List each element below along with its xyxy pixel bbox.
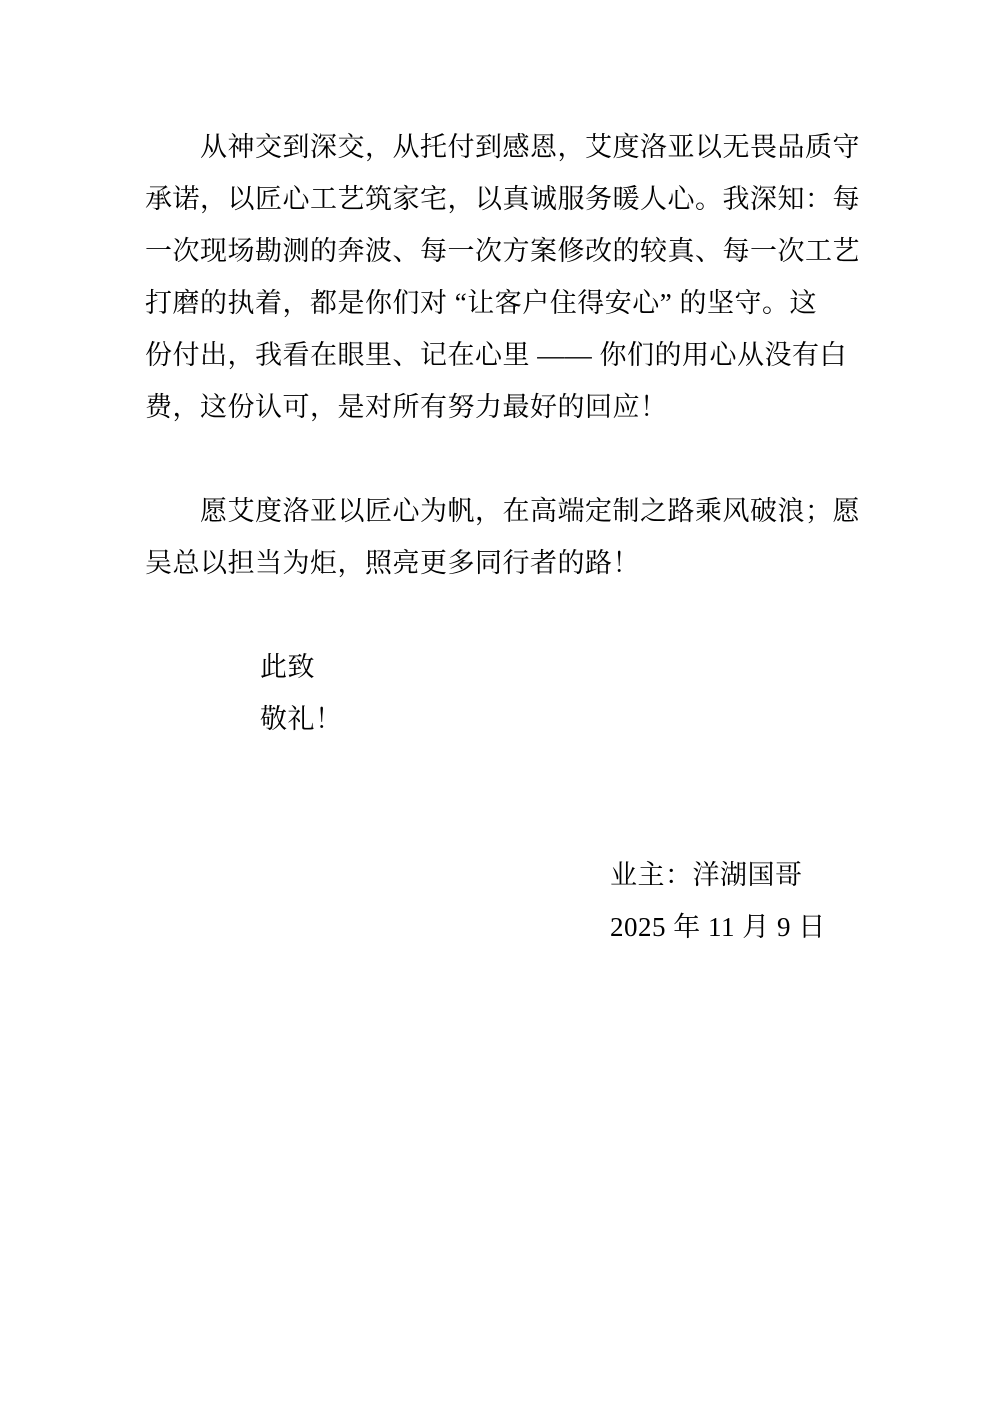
body-line: 愿艾度洛亚以匠心为帆，在高端定制之路乘风破浪；愿 [200, 496, 860, 526]
closing-salutation: 敬礼！ [260, 704, 343, 734]
body-line: 打磨的执着，都是你们对 “让客户住得安心” 的坚守。这 [145, 288, 817, 318]
body-line: 费，这份认可，是对所有努力最好的回应！ [145, 392, 668, 422]
body-line: 吴总以担当为炬，照亮更多同行者的路！ [145, 548, 640, 578]
signature-block [145, 849, 855, 953]
paragraph-1 [145, 121, 860, 433]
body-line: 承诺，以匠心工艺筑家宅，以真诚服务暖人心。我深知：每 [145, 184, 860, 214]
signature-date: 2025 年 11 月 9 日 [610, 912, 826, 942]
closing-salute: 此致 [260, 652, 315, 682]
closing-block [145, 641, 855, 745]
letter-body [145, 121, 860, 953]
body-line: 一次现场勘测的奔波、每一次方案修改的较真、每一次工艺 [145, 236, 860, 266]
body-line: 从神交到深交，从托付到感恩，艾度洛亚以无畏品质守 [200, 132, 860, 162]
signature-signer: 业主：洋湖国哥 [610, 860, 803, 890]
body-line: 份付出，我看在眼里、记在心里 —— 你们的用心从没有白 [145, 340, 847, 370]
paragraph-2 [145, 485, 860, 589]
